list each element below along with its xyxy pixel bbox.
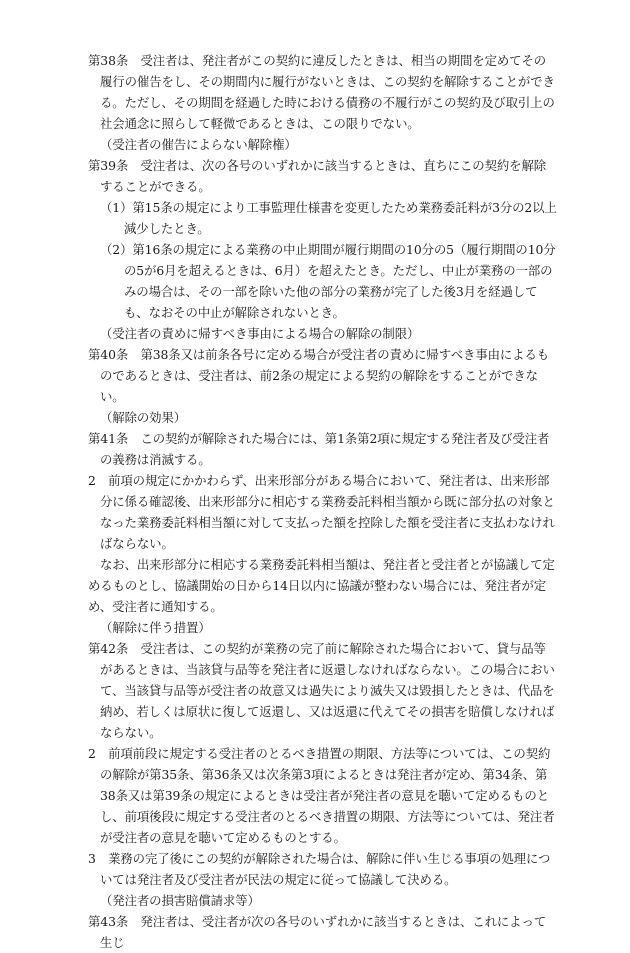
document-page [88, 50, 558, 953]
article-42-paragraph-3: 3 業務の完了後にこの契約が解除された場合は、解除に伴い生じる事項の処理については発注者及び受注者が民法の規定に従って協議して決める。 [88, 851, 551, 887]
article-43: 第43条 発注者は、受注者が次の各号のいずれかに該当するときは、これによって生じ [88, 914, 547, 950]
caption-measures-on-termination: （解除に伴う措置） [100, 620, 211, 635]
caption-effect-of-termination: （解除の効果） [100, 410, 187, 425]
article-41: 第41条 この契約が解除された場合には、第1条第2項に規定する発注者及び受注者の義務は消滅する。 [88, 431, 550, 467]
article-40: 第40条 第38条又は前条各号に定める場合が受注者の責めに帰すべき事由によるものであるときは、受注者は、前2条の規定による契約の解除をすることができない。 [88, 347, 550, 404]
article-39-item-2: （2）第16条の規定による業務の中止期間が履行期間の10分の5（履行期間の10分の5が6月を超えるときは、6月）を超えたとき。ただし、中止が業務の一部のみの場合は、その一部を除いた他の部分の業務が完了した後3月を経過しても、なおその中止が解除されないとき。 [100, 242, 556, 320]
article-42: 第42条 受注者は、この契約が業務の完了前に解除された場合において、貸与品等があるときは、当該貸与品等を発注者に返還しなければならない。この場合において、当該貸与品等が受注者の故意又は過失により滅失又は毀損したときは、代品を納め、若しくは原状に復して返還し、又は返還に代えてその損害を賠償しなければならない。 [88, 641, 555, 740]
article-41-paragraph-2-note: なお、出来形部分に相応する業務委託料相当額は、発注者と受注者とが協議して定めるものとし、協議開始の日から14日以内に協議が整わない場合には、発注者が定め、受注者に通知する。 [88, 557, 555, 614]
article-39: 第39条 受注者は、次の各号のいずれかに該当するときは、直ちにこの契約を解除することができる。 [88, 158, 547, 194]
caption-contractor-termination-without-notice: （受注者の催告によらない解除権） [100, 137, 297, 152]
caption-client-damages-claim: （発注者の損害賠償請求等） [100, 893, 260, 908]
article-39-item-1: （1）第15条の規定により工事監理仕様書を変更したため業務委託料が3分の2以上減少したとき。 [100, 200, 557, 236]
article-41-paragraph-2: 2 前項の規定にかかわらず、出来形部分がある場合において、発注者は、出来形部分に係る確認後、出来形部分に相応する業務委託料相当額から既に部分払の対象となった業務委託料相当額に対して支払った額を控除した額を受注者に支払わなければならない。 [88, 473, 555, 551]
article-38: 第38条 受注者は、発注者がこの契約に違反したときは、相当の期間を定めてその履行の催告をし、その期間内に履行がないときは、この契約を解除することができる。ただし、その期間を経過した時における債務の不履行がこの契約及び取引上の社会通念に照らして軽微であるときは、この限りでない。 [88, 53, 555, 131]
article-42-paragraph-2: 2 前項前段に規定する受注者のとるべき措置の期限、方法等については、この契約の解除が第35条、第36条又は次条第3項によるときは発注者が定め、第34条、第38条又は第39条の規定によるときは受注者が発注者の意見を聴いて定めるものとし、前項後段に規定する受注者のとるべき措置の期限、方法等については、発注者が受注者の意見を聴いて定めるものとする。 [88, 746, 555, 845]
caption-termination-restriction: （受注者の責めに帰すべき事由による場合の解除の制限） [100, 326, 420, 341]
